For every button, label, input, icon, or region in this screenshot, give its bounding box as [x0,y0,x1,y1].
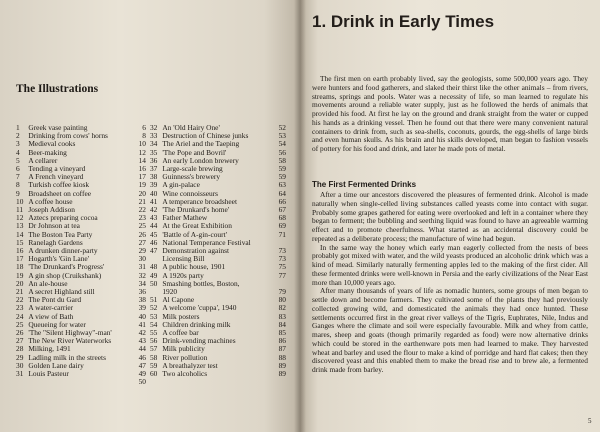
illustration-title: Milk publicity [162,344,205,354]
illustrations-heading: The Illustrations [16,83,99,95]
illustration-title: The Ariel and the Taeping [162,139,240,149]
illustration-number: 15 [16,237,24,247]
illustration-page: 14 [138,155,146,165]
illustration-title: A coffee bar [162,328,199,338]
illustration-title: An early London brewery [162,155,239,165]
illustration-number: 10 [16,196,24,206]
illustration-page: 59 [278,172,286,182]
illustration-title: An ale-house [28,278,68,288]
body-paragraph: After many thousands of years of life as nomadic hunters, some groups of men began to settle down and become farmers. They cultivated some of the plants they had previously collected growing wild, and domesticated the animals they had once hunted. These settlements occurred first in the great river valleys of the Tigris, Euphrates, Nile, Indus and Ganges where the climate and soil were especially favourable. Milk and whey from cattle, mares, sheep and goats (though primarily regarded as food) were now alternative drinks which could be stored in the earthenware pots men had learned to make. They harvested wheat and barley and used the flour to make a kind of porridge and hard flat cakes; then they discovered yeast and this enabled them to make the bread rise and to brew ale, a fermented drink made from barley. [312,286,588,374]
illustration-number: 25 [16,319,24,329]
illustration-title: Al Capone [162,295,195,305]
illustration-title: Queueing for water [28,319,86,329]
illustration-number: 29 [16,352,24,362]
illustration-number: 22 [16,295,24,305]
illustration-page: 49 [138,369,146,379]
illustration-title: A public house, 1901 [162,262,226,272]
book-gutter [294,0,306,432]
illustration-page: 46 [138,352,146,362]
illustration-title: Destruction of Chinese junks [162,131,249,141]
illustration-number: 57 [149,344,158,354]
illustration-page: 73 [278,254,286,264]
illustration-number: 59 [149,360,158,370]
illustration-title: Guinness's brewery [162,172,221,182]
illustration-number: 23 [16,303,24,313]
illustration-title: Licensing Bill [162,254,205,264]
illustration-page: 40 [138,311,146,321]
illustration-number: 24 [16,311,24,321]
illustration-page: 86 [278,336,286,346]
illustration-title [162,378,271,386]
illustration-title: Louis Pasteur [28,369,69,379]
illustration-number: 54 [149,319,158,329]
illustration-number: 48 [149,262,158,272]
illustration-title: National Temperance Festival [162,237,251,247]
illustration-page: 31 [138,262,146,272]
illustration-page: 73 [278,246,286,256]
illustration-page: 39 [138,303,146,313]
illustration-number: 12 [16,213,24,223]
illustration-number: 45 [149,229,158,239]
illustration-page: 20 [138,188,146,198]
illustration-title: A drunken dinner-party [28,246,98,256]
illustration-page: 85 [278,328,286,338]
illustration-title: Father Mathew [162,213,208,223]
illustration-page: 6 [142,123,146,132]
illustration-page: 34 [138,278,146,288]
illustration-title: A temperance broadsheet [162,196,238,206]
body-paragraph: In the same way the honey which early man eagerly collected from the nests of bees probably got mixed with water, and the wild yeasts produced an alcoholic drink which was a kind of mead. Similarly naturally fermenting apples led to the making of the first cider. All these fermented drinks were well-known in Persia and the early civilizations of the Near East more than 10,000 years ago. [312,242,588,287]
illustration-number: 50 [149,278,158,288]
illustration-number: 7 [16,172,20,182]
illustration-number: 14 [16,229,24,239]
illustration-title: Joseph Addison [28,205,75,215]
illustration-page: 43 [138,336,146,346]
illustration-title: A cellarer [28,155,58,165]
illustration-number: 11 [16,205,24,215]
illustration-number: 20 [16,278,24,288]
section-body [312,191,588,375]
illustration-number: 8 [16,180,20,190]
illustration-title: 'The Pope and Bovril' [162,147,227,157]
illustration-page: 69 [278,221,286,231]
illustration-page: 8 [142,131,146,141]
illustration-page: 53 [278,131,286,141]
illustration-title: Dr Johnson at tea [28,221,80,231]
illustration-title [28,378,131,386]
illustration-number: 39 [149,180,158,190]
illustration-number: 26 [16,328,24,338]
illustration-title: A coffee house [28,196,73,206]
illustration-title: A secret Highland still [28,287,95,297]
illustration-title: Two alcoholics [162,369,208,379]
illustrations-list [16,124,286,387]
illustration-page: 88 [278,352,286,362]
illustration-number: 35 [149,147,158,157]
illustration-page: 71 [278,229,286,239]
illustration-page: 21 [138,196,146,206]
illustration-page: 82 [278,303,286,313]
illustration-page: 30 [138,254,146,264]
illustration-number: 4 [16,147,20,157]
illustration-number: 31 [16,369,24,379]
illustration-page: 79 [278,287,286,297]
illustration-page: 87 [278,344,286,354]
illustration-page: 36 [138,287,146,297]
body-paragraph: After a time our ancestors discovered the pleasures of fermented drink. Alcohol is made naturally when single-celled living substances called yeasts come into contact with sugar. Probably some grapes gathered for eating were overlooked and left in a container where they began to ferment; the bubbling and seething liquid was found to have an agreeable warming effect and to promote cheerfulness. What started as an accidental discovery could be repeated as a deliberate process; the manufacture of wine had begun. [312,190,588,243]
illustration-title: Tending a vineyard [28,164,86,174]
intro-paragraph-block [312,75,588,154]
illustration-number: 1 [16,123,20,132]
illustration-number: 49 [149,270,158,280]
illustration-title: 'The Drunkard's home' [162,205,230,215]
illustration-number [16,378,28,386]
illustration-title: A breathalyzer test [162,360,218,370]
illustration-page: 67 [278,205,286,215]
illustration-title: Milk posters [162,311,200,321]
illustration-page [272,378,286,386]
illustration-page: 19 [138,180,146,190]
illustration-title: Children drinking milk [162,319,231,329]
illustration-number: 34 [149,139,158,149]
illustration-page: 38 [138,295,146,305]
illustration-number: 53 [149,311,158,321]
illustration-number: 5 [16,155,20,165]
illustration-page: 83 [278,311,286,321]
section-heading: The First Fermented Drinks [312,180,417,189]
illustration-number: 51 [149,295,158,305]
illustration-page: 56 [278,147,286,157]
illustration-title: 'The Drunkard's Progress' [28,262,105,272]
illustration-number: 37 [149,164,158,174]
illustration-number: 58 [149,352,158,362]
illustration-title: At the Great Exhibition [162,221,232,231]
illustration-number: 52 [149,303,158,313]
illustration-page: 52 [278,123,286,132]
illustration-title: Hogarth's 'Gin Lane' [28,254,90,264]
illustration-title: Drink-vending machines [162,336,236,346]
illustration-number: 40 [149,188,158,198]
illustration-page: 22 [138,205,146,215]
illustration-title: Golden Lane dairy [28,360,84,370]
illustration-number: 9 [16,188,20,198]
illustration-number: 3 [16,139,20,149]
illustration-page: 84 [278,319,286,329]
illustration-number: 6 [16,164,20,174]
illustration-title: Ranelagh Gardens [28,237,83,247]
illustration-title: Demonstration against [162,246,230,256]
illustration-row [16,370,286,378]
illustration-page: 50 [138,377,146,387]
illustration-page: 80 [278,295,286,305]
illustration-title: Beer-making [28,147,67,157]
illustration-number: 41 [149,196,158,206]
illustration-page: 16 [138,164,146,174]
illustration-title: River pollution [162,352,208,362]
intro-paragraph: The first men on earth probably lived, say the geologists, some 500,000 years ago. They were hunters and food gatherers, and slaked their thirst like the other animals – from rivers, streams, springs and pools. Water was a necessity of life, so man learned to regulate his movements around a reliable water supply, just as he followed the herds of animals that provided his food. At first he lay on the ground and drank straight from the water or cupped his hands as a drinking vessel. Then he found out that there were many convenient natural containers to drink from, such as sea-shells, coconuts, gourds, the egg-shells of large birds and even human skulls. As his brain and his skills developed, man began to fashion vessels of pottery for his food and drink, and later he made pots of metal. [312,74,588,153]
page-number: 5 [588,417,592,425]
illustration-number: 56 [149,336,158,346]
illustration-page: 29 [138,246,146,256]
illustration-number: 2 [16,131,20,141]
illustration-page: 75 [278,262,286,272]
illustration-title: A French vineyard [28,172,84,182]
illustration-number: 55 [149,328,158,338]
illustration-title: A gin shop (Cruikshank) [28,270,102,280]
illustration-page: 77 [278,270,286,280]
illustration-title: A gin-palace [162,180,200,190]
illustration-number: 47 [149,246,158,256]
illustration-number: 30 [16,360,24,370]
illustration-title: 'Battle of A-gin-court' [162,229,227,239]
illustration-title: Aztecs preparing cocoa [28,213,98,223]
illustration-number: 33 [149,131,158,141]
illustration-page: 68 [278,213,286,223]
illustration-title: Turkish coffee kiosk [28,180,90,190]
illustration-page: 54 [278,139,286,149]
illustration-number: 44 [149,221,158,231]
illustration-page: 32 [138,270,146,280]
illustration-title: The Boston Tea Party [28,229,93,239]
illustration-row [16,378,286,386]
illustration-number: 18 [16,262,24,272]
illustration-page: 59 [278,164,286,174]
illustration-title: 1920 [162,287,178,297]
illustration-page: 66 [278,196,286,206]
illustration-page: 63 [278,180,286,190]
illustration-number: 46 [149,237,158,247]
illustration-title: Milking, 1491 [28,344,71,354]
illustration-page: 89 [278,369,286,379]
illustration-number: 60 [149,369,158,379]
illustration-page: 58 [278,155,286,165]
illustration-page: 10 [138,139,146,149]
illustration-title: A view of Bath [28,311,74,321]
illustration-number: 38 [149,172,158,182]
illustration-title: A water-carrier [28,303,74,313]
illustration-page: 89 [278,360,286,370]
illustration-page: 27 [138,237,146,247]
illustration-title: 'The "Silent Highway"-man' [28,328,112,338]
illustration-page: 41 [138,319,146,329]
illustration-page: 17 [138,172,146,182]
illustration-number: 42 [149,205,158,215]
illustration-title: A welcome 'cuppa', 1940 [162,303,237,313]
illustration-page: 42 [138,328,146,338]
illustration-title: Medieval cooks [28,139,76,149]
illustration-number: 13 [16,221,24,231]
illustration-number: 43 [149,213,158,223]
illustration-title: Wine connoisseurs [162,188,219,198]
illustration-title: Large-scale brewing [162,164,223,174]
illustration-number: 16 [16,246,24,256]
illustration-title: Ladling milk in the streets [28,352,106,362]
illustration-number [150,378,162,386]
illustration-page: 12 [138,147,146,157]
illustration-number: 19 [16,270,24,280]
illustration-title: Drinking from cows' horns [28,131,108,141]
illustration-number: 28 [16,344,24,354]
illustration-title: Greek vase painting [28,123,88,132]
illustration-page: 26 [138,229,146,239]
illustration-number: 32 [149,123,158,132]
illustration-title: The Pont du Gard [28,295,82,305]
illustration-title: The New River Waterworks [28,336,112,346]
illustration-number: 17 [16,254,24,264]
illustration-page: 47 [138,360,146,370]
chapter-title: 1. Drink in Early Times [312,12,495,31]
illustration-page: 64 [278,188,286,198]
illustration-title: A 1920s party [162,270,204,280]
illustration-page: 44 [138,344,146,354]
illustration-number: 36 [149,155,158,165]
illustration-page: 25 [138,221,146,231]
illustration-number: 21 [16,287,24,297]
illustration-title: An 'Old Hairy One' [162,123,220,132]
illustration-title: Smashing bottles, Boston, [162,278,240,288]
illustration-number: 27 [16,336,24,346]
illustration-page: 23 [138,213,146,223]
illustration-title: Broadsheet on coffee [28,188,92,198]
